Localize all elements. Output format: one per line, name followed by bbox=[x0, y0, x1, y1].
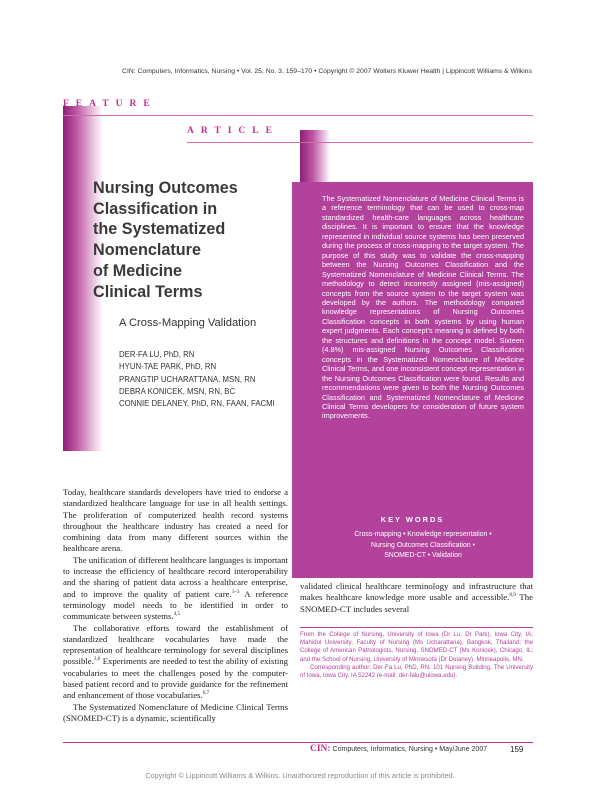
author: DEBRA KONICEK, MSN, RN, BC bbox=[119, 386, 236, 396]
body-column-right bbox=[300, 581, 533, 615]
title-line: the Systematized bbox=[93, 220, 226, 239]
citation: 1–3 bbox=[231, 588, 240, 595]
feature-divider bbox=[63, 115, 533, 116]
feature-label: FEATURE bbox=[63, 99, 157, 109]
affiliation-note bbox=[300, 631, 533, 680]
footer-divider bbox=[63, 742, 533, 743]
body-paragraph: The unification of different healthcare languages is important to increase the efficiency of healthcare record interoperability and the sharing of patient data across a healthcare enterprise, and to improve the quality of patient care.$^{1-3}$ A reference terminology model needs to be identified in order to communicate between systems.$^{4,5}$ bbox=[63, 554, 288, 622]
keywords-line: Cross-mapping • Knowledge representation • bbox=[354, 531, 492, 538]
citation: 4,5 bbox=[173, 611, 181, 618]
page-number: 159 bbox=[510, 745, 524, 754]
title-line: Clinical Terms bbox=[93, 282, 203, 301]
author: CONNIE DELANEY, PhD, RN, FAAN, FACMI bbox=[119, 399, 275, 409]
affiliation-text: From the College of Nursing, University of Iowa (Dr Lu, Dr Park), Iowa City, IA; Mahidol University, Faculty of Nursing (Ms Ucharattana), Bangkok, Thailand; the College of American Pathologists, Nursing, SNOMED-CT (Ms Konicek), Chicago, IL; and the School of Nursing, University of Minnesota (Dr Delaney), Minneapolis, MN. bbox=[300, 631, 533, 663]
copyright-notice: Copyright © Lippincott Williams & Wilkins. Unauthorized reproduction of this article is prohibited. bbox=[145, 771, 455, 780]
keywords-line: SNOMED-CT • Validation bbox=[384, 552, 462, 559]
corresponding-author: Corresponding author: Der-Fa Lu, PhD, RN, 101 Nursing Building, The University of Iowa, Iowa City, IA 52242 (e-mail: der-falu@uiowa.edu). bbox=[300, 663, 533, 680]
author: DER-FA LU, PhD, RN bbox=[119, 350, 195, 359]
journal-abbrev: CIN: bbox=[310, 744, 331, 754]
article-divider bbox=[187, 142, 533, 143]
citation: 3,6 bbox=[93, 656, 101, 663]
journal-issue: Computers, Informatics, Nursing • May/June 2007 bbox=[330, 746, 488, 753]
citation: 6,7 bbox=[202, 690, 210, 697]
body-paragraph: The Systematized Nomenclature of Medicine Clinical Terms (SNOMED-CT) is a dynamic, scientifically bbox=[63, 701, 288, 723]
article-title bbox=[93, 178, 293, 302]
abstract-text: The Systematized Nomenclature of Medicine Clinical Terms is a reference terminology that can be used to cross-map standardized health-care languages across healthcare disciplines. It is important to ensure that the knowledge represented in individual source systems has been preserved during the process of cross-mapping to the target system. The purpose of this study was to validate the cross-mapping between the Nursing Outcomes Classification and the Systematized Nomenclature of Medicine Clinical Terms. The methodology to detect incorrectly assigned (mis-assigned) concepts from the source system to the target system was developed by the authors. The methodology compared knowledge representations of Nursing Outcomes Classification concepts in both systems by using human expert judgments. Each concept's meaning is defined by both the structures and definitions in the concept model. Sixteen (4.8%) mis-assigned Nursing Outcomes Classification concepts in the Systematized Nomenclature of Medicine Clinical Terms, and one inconsistent concept representation in the Nursing Outcomes Classification were found. Results and recommendations were given to both the Nursing Outcomes Classification and Systematized Nomenclature of Medicine Clinical Terms developers for consideration of future system improvements. bbox=[322, 194, 524, 421]
affiliation-divider bbox=[300, 627, 533, 628]
author: HYUN-TAE PARK, PhD, RN bbox=[119, 362, 217, 372]
body-paragraph: validated clinical healthcare terminology and infrastructure that makes healthcare knowledge more usable and accessible.$^{8,9}$ The SNOMED-CT includes several bbox=[300, 581, 533, 614]
article-label: ARTICLE bbox=[187, 126, 279, 136]
title-line: Nomenclature bbox=[93, 241, 201, 260]
article-subtitle: A Cross-Mapping Validation bbox=[119, 317, 257, 329]
footer-journal bbox=[310, 744, 487, 754]
body-paragraph: The collaborative efforts toward the establishment of standardized healthcare vocabularies have made the representation of healthcare terminology for several disciplines possible.$^{3,6}$ Experiments are needed to test the ability of existing vocabularies to meet the challenges posed by the computer-based patient record and to provide guidance for the refinement and enhancement of those vocabularies.$^{6,7}$ bbox=[63, 622, 288, 701]
title-line: Classification in bbox=[93, 199, 218, 218]
citation: 8,9 bbox=[509, 592, 516, 599]
keywords-line: Nursing Outcomes Classification • bbox=[371, 541, 475, 549]
title-line: of Medicine bbox=[93, 261, 183, 280]
body-paragraph: Today, healthcare standards developers have tried to endorse a standardized healthcare language for use in all health settings. The proliferation of computerized health record systems throughout the healthcare industry has created a need for combining data from many different sources within the healthcare arena. bbox=[63, 487, 288, 554]
author: PRANGTIP UCHARATTANA, MSN, RN bbox=[119, 374, 256, 384]
keywords-list bbox=[322, 530, 524, 562]
accent-gradient-bar-right bbox=[300, 130, 330, 182]
keywords-heading: KEY WORDS bbox=[380, 515, 445, 524]
title-line: Nursing Outcomes bbox=[93, 179, 238, 197]
body-column-left bbox=[63, 487, 288, 724]
running-head: CIN: Computers, Informatics, Nursing • Vol. 25, No. 3, 159–170 • Copyright © 2007 Wolters Kluwer Health | Lippincott Williams & Wilkins bbox=[122, 68, 532, 75]
author-list bbox=[119, 349, 275, 410]
